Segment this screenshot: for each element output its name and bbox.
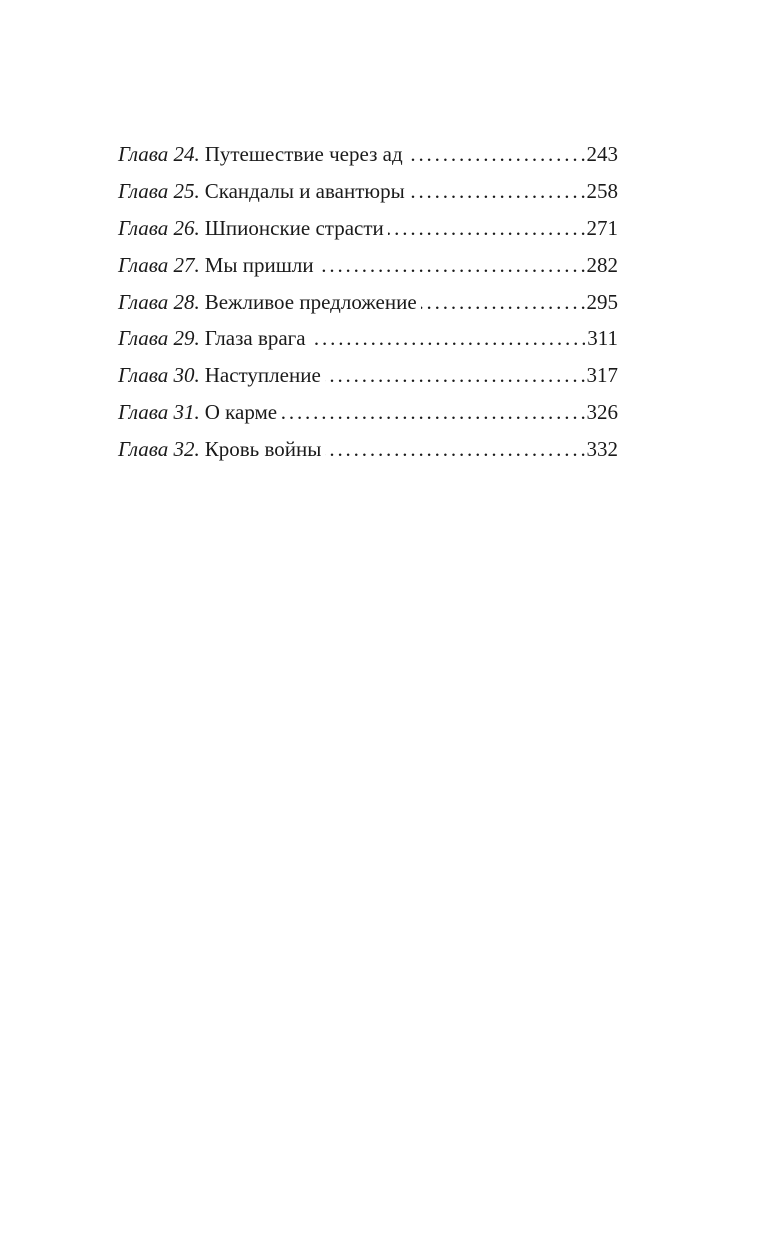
dot-leader xyxy=(310,323,586,353)
chapter-title: Скандалы и авантюры xyxy=(204,178,405,203)
dot-leader xyxy=(318,250,585,280)
chapter-number: Глава 24. xyxy=(118,142,200,166)
dot-leader xyxy=(409,176,585,206)
dot-leader xyxy=(325,360,585,390)
toc-entry[interactable] xyxy=(118,434,618,471)
toc-entry[interactable] xyxy=(118,287,618,324)
chapter-title: Путешествие через ад xyxy=(204,142,403,166)
chapter-title: Кровь войны xyxy=(204,437,322,462)
chapter-title: Шпионские страсти xyxy=(204,215,384,240)
toc-entry[interactable] xyxy=(118,323,618,360)
chapter-title: Вежливое предложение xyxy=(204,289,417,314)
toc-entry[interactable] xyxy=(118,397,618,434)
page-number: 271 xyxy=(586,215,618,240)
chapter-number: Глава 30. xyxy=(118,363,200,388)
chapter-number: Глава 29. xyxy=(118,326,200,351)
dot-leader xyxy=(421,287,585,317)
chapter-number: Глава 26. xyxy=(118,215,200,240)
page-number: 295 xyxy=(586,289,618,314)
chapter-number: Глава 31. xyxy=(118,400,200,425)
dot-leader xyxy=(388,213,585,243)
page-number: 326 xyxy=(586,400,618,425)
chapter-title: Наступление xyxy=(204,363,321,388)
chapter-title: О карме xyxy=(204,400,278,425)
chapter-number: Глава 25. xyxy=(118,178,200,203)
toc-entry[interactable] xyxy=(118,139,618,176)
page-number: 243 xyxy=(586,142,618,166)
table-of-contents xyxy=(118,139,618,471)
toc-entry[interactable] xyxy=(118,176,618,213)
toc-entry[interactable] xyxy=(118,213,618,250)
chapter-title: Мы пришли xyxy=(204,252,314,277)
toc-entry[interactable] xyxy=(118,250,618,287)
chapter-number: Глава 32. xyxy=(118,437,200,462)
chapter-number: Глава 28. xyxy=(118,289,200,314)
page-number: 258 xyxy=(586,178,618,203)
page-number: 311 xyxy=(587,326,618,351)
chapter-title: Глаза врага xyxy=(204,326,306,351)
page-number: 332 xyxy=(586,437,618,462)
page-number: 317 xyxy=(586,363,618,388)
dot-leader xyxy=(407,139,585,169)
dot-leader xyxy=(281,397,584,427)
chapter-number: Глава 27. xyxy=(118,252,200,277)
page-number: 282 xyxy=(586,252,618,277)
toc-entry[interactable] xyxy=(118,360,618,397)
dot-leader xyxy=(325,434,584,464)
